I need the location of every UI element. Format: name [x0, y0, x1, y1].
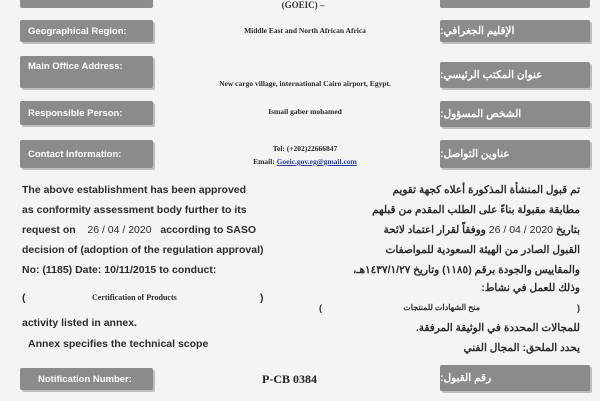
- en-scope: Certification of Products: [92, 293, 177, 302]
- contact-label-ar: عناوين التواصل:: [440, 140, 590, 168]
- ar-line-5: والمقاييس والجودة برقم (١١٨٥) وتاريخ ١٤٣٧/١/٢٧هـ،: [353, 264, 580, 276]
- notification-label-en: Notification Number:: [20, 368, 153, 390]
- notification-label-ar: رقم القبول:: [440, 365, 590, 391]
- top-label-right: [440, 0, 590, 8]
- en-line-3: [22, 220, 277, 240]
- en-line-6: [22, 288, 277, 308]
- ar-line-1: تم قبول المنشأة المذكورة أعلاه كجهة تقويم: [392, 184, 580, 196]
- person-label-en: Responsible Person:: [20, 101, 153, 125]
- address-value: New cargo village, international Cairo airport, Egypt.: [219, 79, 391, 88]
- region-label-ar: الإقليم الجغرافي:: [440, 20, 590, 42]
- address-label-ar: عنوان المكتب الرئيسي:: [440, 62, 590, 88]
- ar-paren-open: ): [319, 303, 322, 313]
- en-line-8: Annex specifies the technical scope: [28, 338, 209, 350]
- en-line-4: decision of (adoption of the regulation approval): [22, 244, 264, 256]
- email-link[interactable]: Goeic.gov.eg@gmail.com: [276, 157, 357, 166]
- top-strip: [0, 0, 600, 14]
- region-label-en: Geographical Region:: [20, 20, 153, 42]
- en-date: 26 / 04 / 2020: [87, 224, 152, 236]
- ar-line-9: يحدد الملحق: المجال الفني: [463, 342, 580, 354]
- ar-line-4: القبول الصادر من الهيئة السعودية للمواصفات: [385, 244, 580, 256]
- ar-paren-close: (: [577, 303, 580, 313]
- address-label-en: Main Office Address:: [20, 56, 153, 88]
- ar-line-6: وذلك للعمل في نشاط:: [481, 282, 580, 294]
- ar-date: 26 / 04 / 2020: [488, 224, 554, 236]
- ar-according: ووفقاً لقرار اعتماد لائحة: [383, 224, 486, 236]
- ar-line-8: للمجالات المحددة في الوثيقة المرفقة.: [415, 322, 580, 334]
- en-line-1: The above establishment has been approved: [22, 184, 247, 196]
- person-value: Ismail gaber mohamed: [268, 107, 342, 116]
- email-prefix: Email:: [253, 157, 275, 166]
- en-line-5: No: (1185) Date: 10/11/2015 to conduct:: [22, 264, 217, 276]
- org-code: (GOEIC) –: [281, 0, 325, 10]
- top-label-left: [20, 0, 153, 8]
- contact-label-en: Contact Information:: [20, 140, 153, 168]
- contact-email-line: [200, 157, 410, 166]
- ar-line-2: مطابقة مقبولة بناءً على الطلب المقدم من قبلهم: [372, 204, 580, 216]
- ar-line-3: [300, 220, 580, 240]
- en-paren-open: (: [22, 292, 26, 304]
- en-line-7: activity listed in annex.: [22, 317, 137, 329]
- person-label-ar: الشخص المسؤول:: [440, 101, 590, 127]
- notification-value: P-CB 0384: [262, 372, 317, 386]
- region-value: Middle East and North African Africa: [244, 26, 366, 35]
- en-line-2: as conformity assessment body further to its: [22, 204, 247, 216]
- en-according: according to SASO: [160, 224, 257, 236]
- en-request-on: request on: [22, 224, 76, 236]
- en-paren-close: ): [260, 292, 264, 304]
- contact-tel: Tel: (+202)22666847: [272, 144, 338, 153]
- ar-date-label: بتاريخ: [555, 224, 580, 236]
- ar-scope: منح الشهادات للمنتجات: [403, 303, 480, 312]
